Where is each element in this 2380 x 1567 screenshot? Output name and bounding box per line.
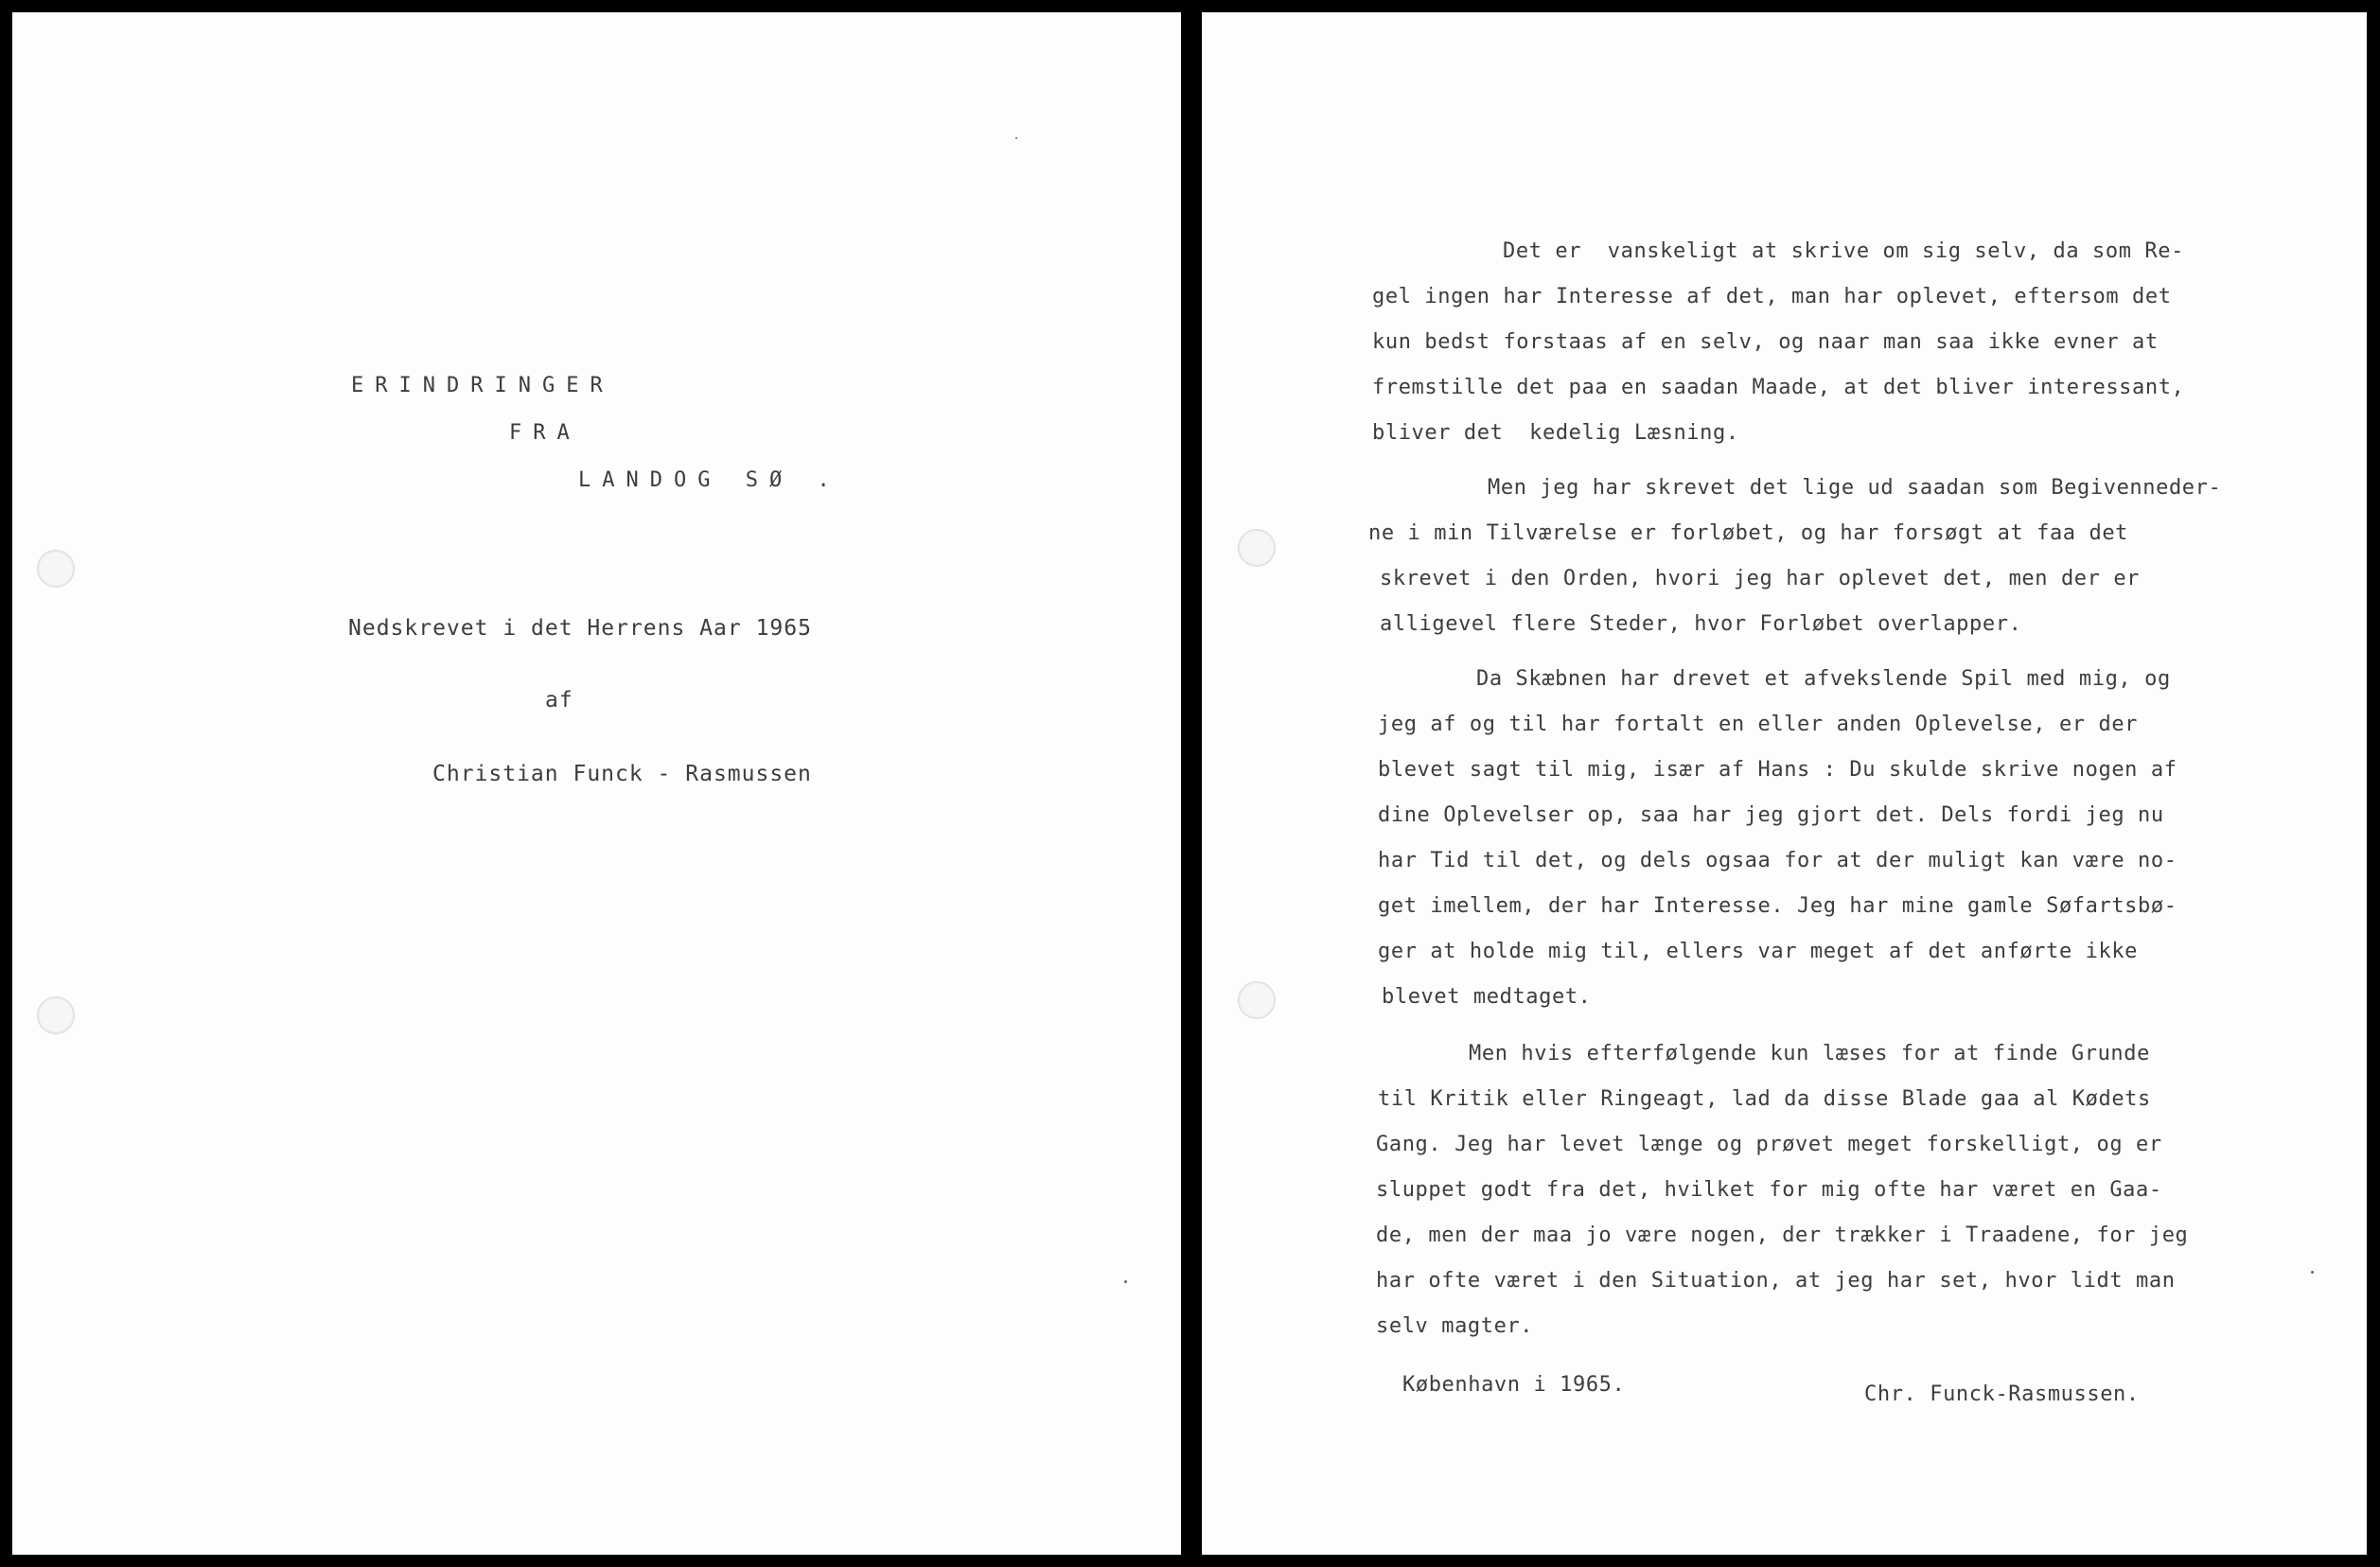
foreword-line: ger at holde mig til, ellers var meget af det anførte ikke bbox=[1378, 940, 2139, 963]
foreword-page bbox=[1202, 12, 2367, 1555]
title-line-2: FRA bbox=[509, 421, 581, 445]
foreword-line: Men jeg har skrevet det lige ud saadan som Begivenneder- bbox=[1488, 476, 2222, 500]
foreword-line: Det er vanskeligt at skrive om sig selv, da som Re- bbox=[1503, 239, 2184, 263]
punch-hole bbox=[37, 996, 75, 1034]
written-in-year: Nedskrevet i det Herrens Aar 1965 bbox=[348, 616, 812, 641]
foreword-line: blevet sagt til mig, især af Hans : Du skulde skrive nogen af bbox=[1378, 758, 2177, 782]
foreword-line: sluppet godt fra det, hvilket for mig ofte har været en Gaa- bbox=[1376, 1178, 2162, 1202]
place-and-date: København i 1965. bbox=[1402, 1373, 1626, 1397]
foreword-line: bliver det kedelig Læsning. bbox=[1372, 421, 1739, 445]
paper-speck bbox=[2311, 1271, 2314, 1274]
foreword-line: ne i min Tilværelse er forløbet, og har forsøgt at faa det bbox=[1368, 521, 2129, 545]
title-line-1: ERINDRINGER bbox=[351, 374, 614, 397]
foreword-line: Men hvis efterfølgende kun læses for at finde Grunde bbox=[1469, 1042, 2150, 1065]
foreword-line: de, men der maa jo være nogen, der trækker i Traadene, for jeg bbox=[1376, 1224, 2189, 1247]
foreword-line: blevet medtaget. bbox=[1382, 985, 1592, 1009]
foreword-line: gel ingen har Interesse af det, man har oplevet, eftersom det bbox=[1372, 285, 2172, 308]
title-line-3: LANDOG SØ . bbox=[578, 468, 841, 492]
punch-hole bbox=[1238, 981, 1276, 1019]
foreword-line: har Tid til det, og dels ogsaa for at der muligt kan være no- bbox=[1378, 849, 2177, 872]
paper-speck bbox=[1015, 137, 1017, 139]
foreword-line: Da Skæbnen har drevet et afvekslende Spil med mig, og bbox=[1476, 667, 2171, 691]
foreword-line: dine Oplevelser op, saa har jeg gjort det. Dels fordi jeg nu bbox=[1378, 803, 2164, 827]
title-page bbox=[12, 12, 1181, 1555]
punch-hole bbox=[37, 550, 75, 588]
foreword-line: Gang. Jeg har levet længe og prøvet meget forskelligt, og er bbox=[1376, 1133, 2162, 1156]
by-word: af bbox=[545, 688, 573, 713]
foreword-line: get imellem, der har Interesse. Jeg har mine gamle Søfartsbø- bbox=[1378, 894, 2177, 918]
signature: Chr. Funck-Rasmussen. bbox=[1864, 1382, 2140, 1406]
foreword-line: alligevel flere Steder, hvor Forløbet overlapper. bbox=[1380, 612, 2022, 636]
foreword-line: jeg af og til har fortalt en eller anden Oplevelse, er der bbox=[1378, 713, 2139, 736]
paper-speck bbox=[1124, 1280, 1127, 1283]
foreword-line: har ofte været i den Situation, at jeg har set, hvor lidt man bbox=[1376, 1269, 2176, 1293]
foreword-line: skrevet i den Orden, hvori jeg har oplevet det, men der er bbox=[1380, 567, 2141, 590]
foreword-line: fremstille det paa en saadan Maade, at det bliver interessant, bbox=[1372, 376, 2185, 399]
foreword-line: kun bedst forstaas af en selv, og naar man saa ikke evner at bbox=[1372, 330, 2159, 354]
foreword-line: selv magter. bbox=[1376, 1314, 1534, 1338]
author-name: Christian Funck - Rasmussen bbox=[432, 762, 812, 786]
foreword-line: til Kritik eller Ringeagt, lad da disse Blade gaa al Kødets bbox=[1378, 1087, 2151, 1111]
punch-hole bbox=[1238, 529, 1276, 567]
